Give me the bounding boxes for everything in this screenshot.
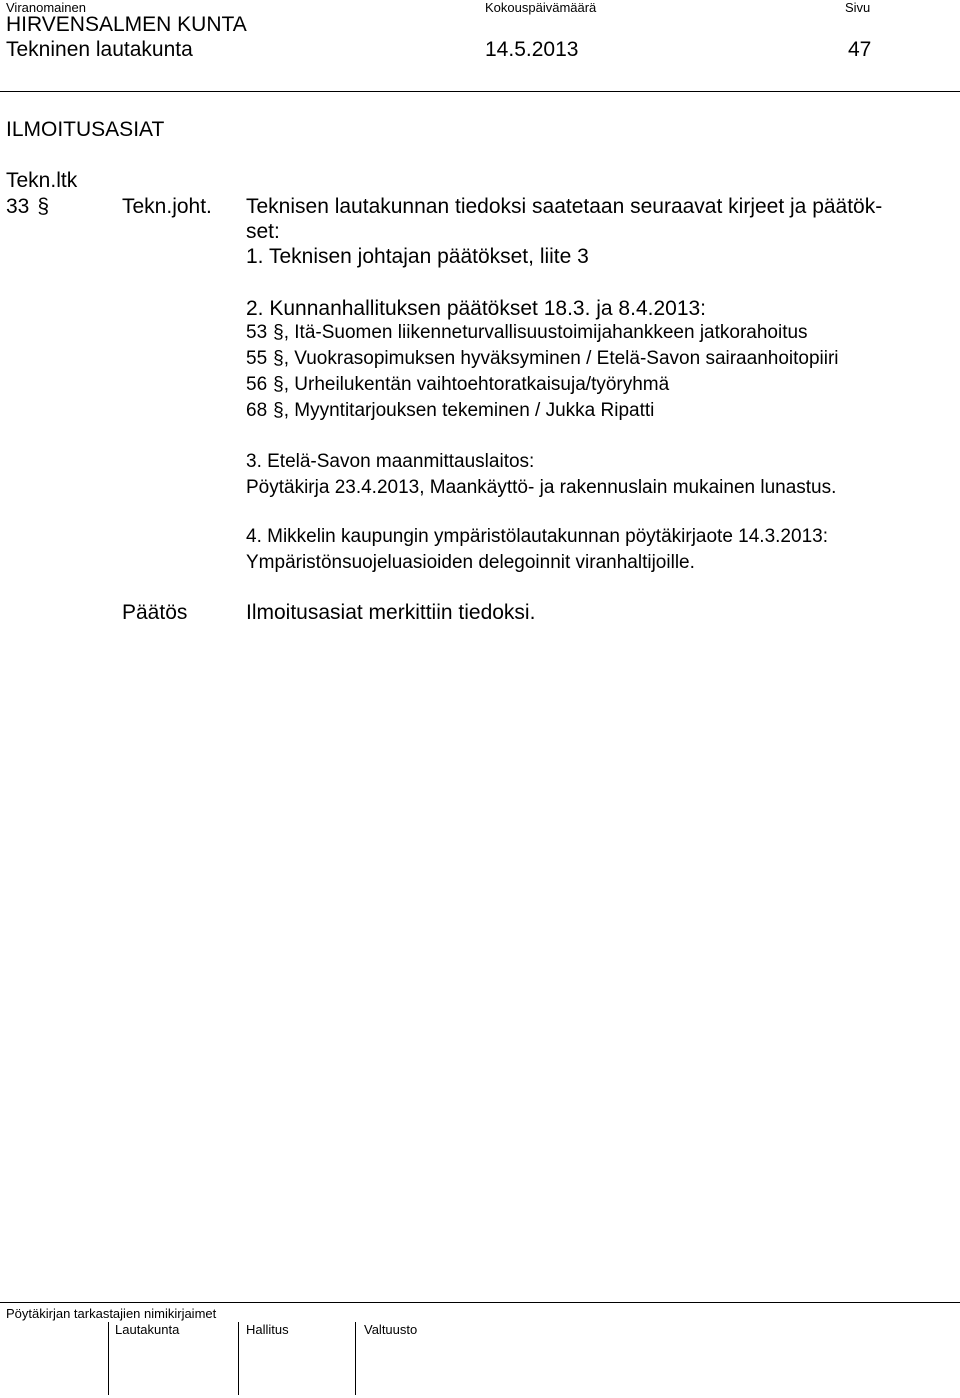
decision-label: Päätös xyxy=(122,601,188,624)
section-sign: § xyxy=(37,195,50,218)
reference-label: Tekn.ltk xyxy=(6,169,78,192)
item-2-line-text: , Vuokrasopimuksen hyväksyminen / Etelä-Savon sairaanhoitopiiri xyxy=(283,348,839,369)
preparer: Tekn.joht. xyxy=(122,195,212,218)
footer-column-divider xyxy=(355,1322,356,1395)
item-2-line-sign: § xyxy=(273,348,284,369)
item-3-line-2: Pöytäkirja 23.4.2013, Maankäyttö- ja rakennuslain mukainen lunastus. xyxy=(246,477,837,498)
intro-line-2: set: xyxy=(246,220,280,243)
item-2-line xyxy=(246,372,669,398)
item-1: 1. Teknisen johtajan päätökset, liite 3 xyxy=(246,245,589,268)
footer-column-lautakunta: Lautakunta xyxy=(115,1322,180,1337)
municipality-name: HIRVENSALMEN KUNTA xyxy=(6,13,247,36)
item-2-line xyxy=(246,346,839,372)
footer-column-divider xyxy=(108,1322,109,1395)
item-2-line-number: 56 xyxy=(246,374,268,395)
item-2-line xyxy=(246,398,654,424)
item-3-line-1: 3. Etelä-Savon maanmittauslaitos: xyxy=(246,451,535,472)
item-2-line-text: , Urheilukentän vaihtoehtoratkaisuja/työryhmä xyxy=(283,374,670,395)
header-divider xyxy=(0,91,960,92)
footer-column-hallitus: Hallitus xyxy=(246,1322,289,1337)
footer-column-valtuusto: Valtuusto xyxy=(364,1322,418,1337)
item-2-line-sign: § xyxy=(273,322,284,343)
meeting-date: 14.5.2013 xyxy=(485,38,579,61)
footer-title: Pöytäkirjan tarkastajien nimikirjaimet xyxy=(6,1306,217,1321)
item-2-line-sign: § xyxy=(273,374,284,395)
item-2-line-number: 55 xyxy=(246,348,268,369)
item-4-line-2: Ympäristönsuojeluasioiden delegoinnit viranhaltijoille. xyxy=(246,552,695,573)
item-4-line-1: 4. Mikkelin kaupungin ympäristölautakunnan pöytäkirjaote 14.3.2013: xyxy=(246,526,828,547)
header-label-authority: Viranomainen xyxy=(6,0,86,15)
decision-text: Ilmoitusasiat merkittiin tiedoksi. xyxy=(246,601,536,624)
authority-name: Tekninen lautakunta xyxy=(6,38,193,61)
footer-divider xyxy=(0,1302,960,1303)
reference-number xyxy=(6,194,49,220)
footer-column-divider xyxy=(238,1322,239,1395)
item-2-line-number: 53 xyxy=(246,322,268,343)
item-2-line-text: , Myyntitarjouksen tekeminen / Jukka Ripatti xyxy=(283,400,655,421)
item-2-line-sign: § xyxy=(273,400,284,421)
item-2-line-number: 68 xyxy=(246,400,268,421)
item-2-heading: 2. Kunnanhallituksen päätökset 18.3. ja 8.4.2013: xyxy=(246,297,707,320)
reference-number-value: 33 xyxy=(6,195,30,218)
item-2-line xyxy=(246,320,808,346)
item-2-line-text: , Itä-Suomen liikenneturvallisuustoimijahankkeen jatkorahoitus xyxy=(283,322,808,343)
header-label-meeting-date: Kokouspäivämäärä xyxy=(485,0,597,15)
page-number: 47 xyxy=(848,38,872,61)
header-label-page: Sivu xyxy=(845,0,871,15)
intro-line-1: Teknisen lautakunnan tiedoksi saatetaan seuraavat kirjeet ja päätök- xyxy=(246,195,883,218)
section-title: ILMOITUSASIAT xyxy=(6,118,165,141)
